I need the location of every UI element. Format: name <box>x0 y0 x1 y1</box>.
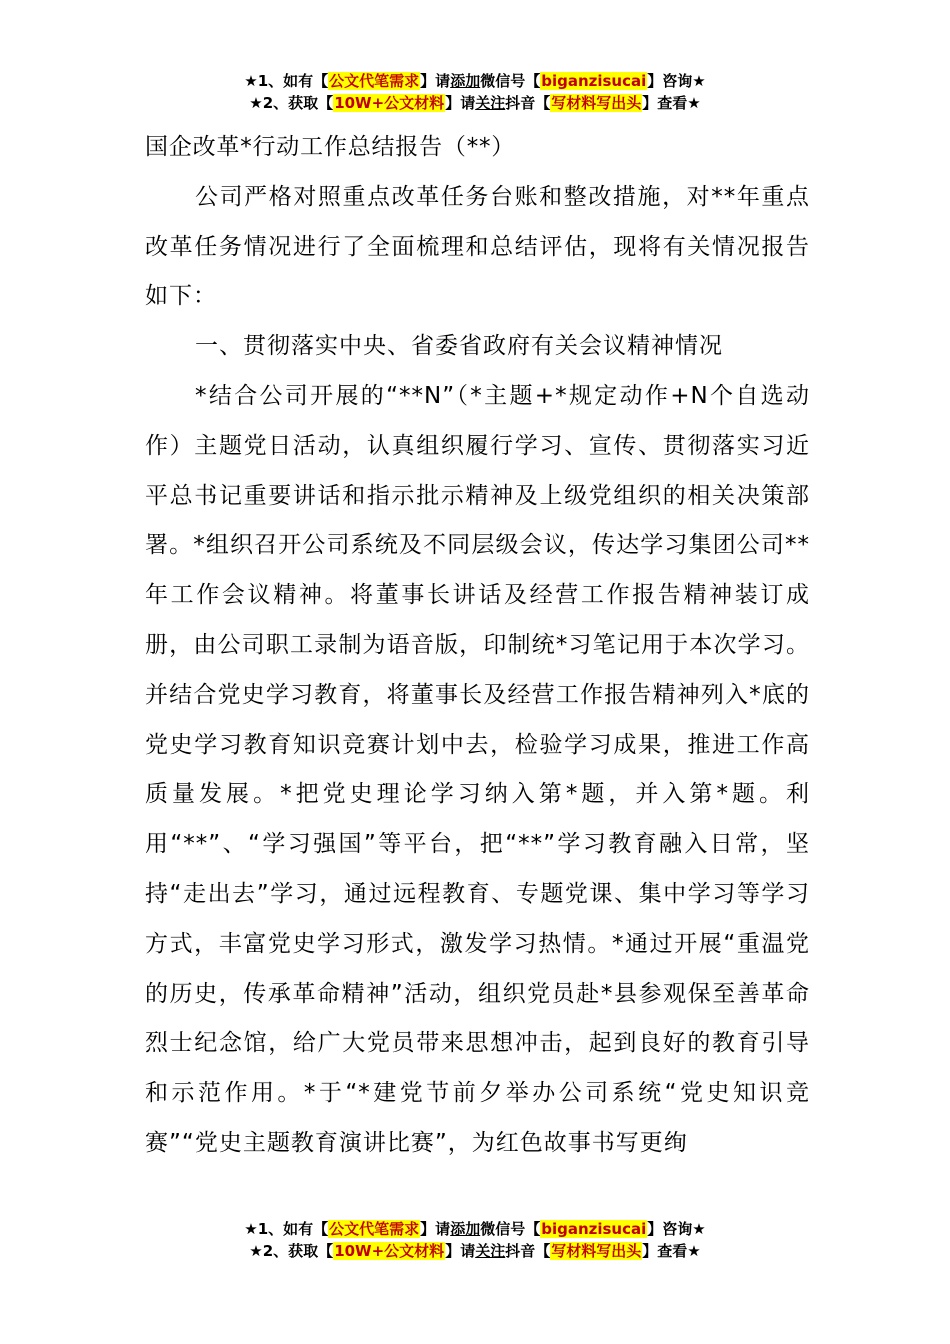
banner-text: ★1、如有【 <box>244 1220 329 1238</box>
header-ad-banner <box>0 70 950 114</box>
banner-highlight-materials: 10W+公文材料 <box>334 94 445 112</box>
banner-text: 】请 <box>445 94 476 112</box>
banner-text: ★2、获取【 <box>249 1242 334 1260</box>
banner-line-1 <box>0 1218 950 1240</box>
banner-text: 】请 <box>420 1220 451 1238</box>
banner-emphasis: 关注 <box>475 1242 506 1260</box>
banner-line-2 <box>0 1240 950 1262</box>
banner-text: 】查看★ <box>642 1242 701 1260</box>
banner-text: 】咨询★ <box>647 1220 706 1238</box>
banner-emphasis: 添加 <box>450 72 481 90</box>
banner-text: 】查看★ <box>642 94 701 112</box>
banner-emphasis: 添加 <box>450 1220 481 1238</box>
banner-text: 】咨询★ <box>647 72 706 90</box>
intro-paragraph: 公司严格对照重点改革任务台账和整改措施，对**年重点改革任务情况进行了全面梳理和总结评估，现将有关情况报告如下： <box>145 183 810 310</box>
banner-text: 抖音【 <box>505 1242 551 1260</box>
banner-highlight-wechat-id: biganzisucai <box>541 72 647 90</box>
document-title: 国企改革*行动工作总结报告（**） <box>145 134 516 160</box>
banner-text: 】请 <box>445 1242 476 1260</box>
banner-highlight-douyin: 写材料写出头 <box>551 1242 642 1260</box>
section-heading-1: 一、贯彻落实中央、省委省政府有关会议精神情况 <box>195 333 723 360</box>
footer-ad-banner <box>0 1218 950 1262</box>
banner-highlight-service: 公文代笔需求 <box>329 72 420 90</box>
banner-text: 微信号【 <box>480 72 541 90</box>
banner-text: 抖音【 <box>505 94 551 112</box>
banner-highlight-douyin: 写材料写出头 <box>551 94 642 112</box>
banner-text: 微信号【 <box>480 1220 541 1238</box>
banner-text: 】请 <box>420 72 451 90</box>
banner-line-1 <box>0 70 950 92</box>
banner-text: ★1、如有【 <box>244 72 329 90</box>
banner-highlight-service: 公文代笔需求 <box>329 1220 420 1238</box>
banner-highlight-materials: 10W+公文材料 <box>334 1242 445 1260</box>
body-paragraph: *结合公司开展的“**N”（*主题+*规定动作+N个自选动作）主题党日活动，认真组织履行学习、宣传、贯彻落实习近平总书记重要讲话和指示批示精神及上级党组织的相关决策部署。*组织召开公司系统及不同层级会议，传达学习集团公司**年工作会议精神。将董事长讲话及经营工作报告精神装订成册，由公司职工录制为语音版，印制统*习笔记用于本次学习。并结合党史学习教育，将董事长及经营工作报告精神列入*底的党史学习教育知识竞赛计划中去，检验学习成果，推进工作高质量发展。*把党史理论学习纳入第*题，并入第*题。利用“**”、“学习强国”等平台，把“**”学习教育融入日常，坚持“走出去”学习，通过远程教育、专题党课、集中学习等学习方式，丰富党史学习形式，激发学习热情。*通过开展“重温党的历史，传承革命精神”活动，组织党员赴*县参观保至善革命烈士纪念馆，给广大党员带来思想冲击，起到良好的教育引导和示范作用。*于“*建党节前夕举办公司系统“党史知识竞赛”“党史主题教育演讲比赛”，为红色故事书写更绚 <box>145 382 810 1156</box>
banner-emphasis: 关注 <box>475 94 506 112</box>
document-body <box>145 123 810 1169</box>
banner-text: ★2、获取【 <box>249 94 334 112</box>
banner-line-2 <box>0 92 950 114</box>
banner-highlight-wechat-id: biganzisucai <box>541 1220 647 1238</box>
